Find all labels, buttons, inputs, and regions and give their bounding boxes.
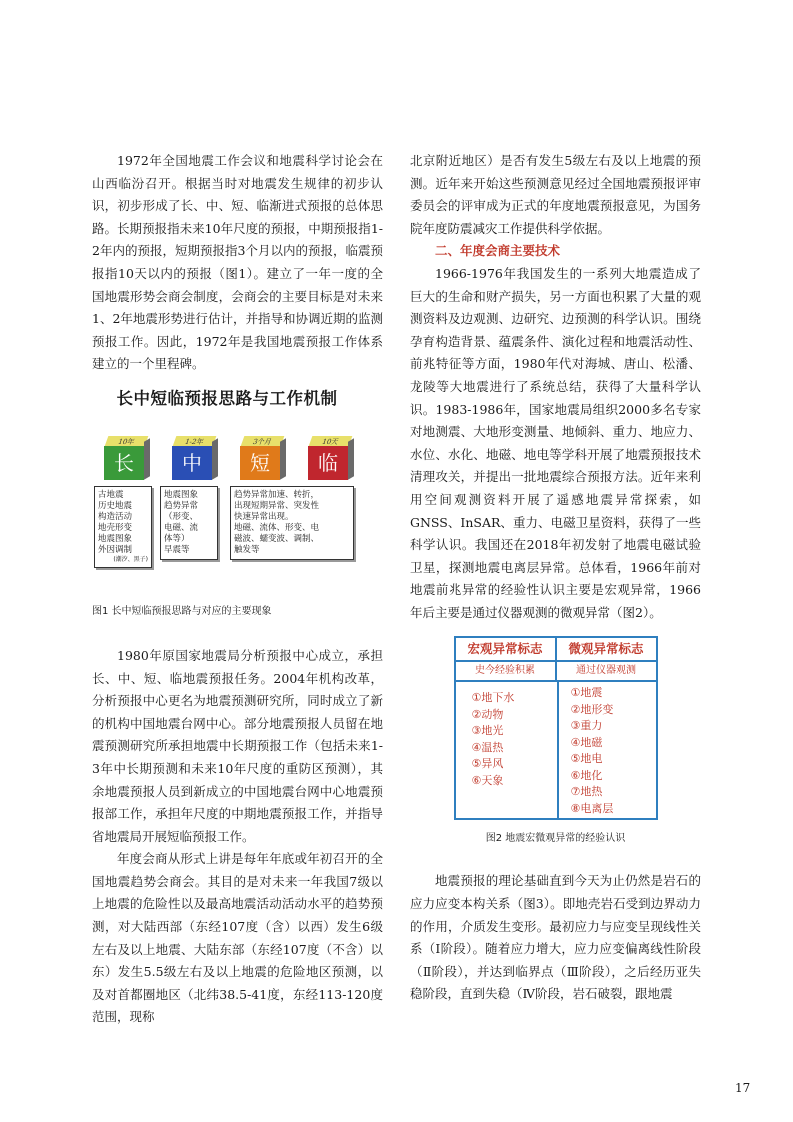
list-item: ⑤地电: [570, 752, 603, 766]
list-item: ⑥地化: [570, 768, 603, 782]
block-tag: 3个月: [240, 436, 284, 448]
left-column: [92, 150, 383, 1029]
figure-1-caption: 图1 长中短临预报思路与对应的主要现象: [92, 605, 272, 617]
box-note: (潮汐、黑子): [113, 555, 148, 563]
box-medium-term: 地震图象 趋势异常 （形变、 电磁、流 体等） 早震等: [160, 486, 218, 560]
figure-1: [92, 386, 358, 591]
paragraph: 1966-1976年我国发生的一系列大地震造成了巨大的生命和财产损失，另一方面也积累了大量的观测资料及边观测、边研究、边预测的科学认识。围绕孕育构造背景、蕴震条件、演化过程和地震活动性、前兆特征等方面，1980年代对海城、唐山、松潘、龙陵等大地震进行了系统总结，获得了大量科学认识。1983-1986年，国家地震局组织2000多名专家对地测震、大地形变测量、地倾斜、重力、地应力、水位、水化、地磁、地电等学科开展了地震预报技术清理攻关，并提出一批地震综合预报方法。近年来利用空间观测资料开展了遥感地震异常探索，如GNSS、InSAR、重力、电磁卫星资料，获得了一些科学认识。我国还在2018年初发射了地震电磁试验卫星，探测地震电离层异常。总体看，1966年前对地震前兆异常的经验性认识主要是宏观异常，1966年后主要是通过仪器观测的微观异常（图2）。: [410, 265, 701, 620]
block-tag: 10天: [308, 436, 352, 448]
phenomena-boxes: [94, 486, 356, 572]
subheader-macro: 史今经验积累: [475, 665, 535, 677]
list-item: ⑤异风: [471, 757, 504, 771]
subheader-micro: 通过仪器观测: [555, 662, 656, 680]
block-tag: 1-2年: [172, 436, 216, 448]
block-medium: [172, 436, 216, 480]
list-item: ③地光: [471, 724, 504, 738]
list-item: ④地磁: [570, 735, 603, 749]
header-micro: 微观异常标志: [555, 638, 656, 660]
table-body: [456, 682, 656, 818]
list-item: ⑥天象: [471, 773, 504, 787]
block-char: 短: [240, 446, 280, 480]
list-item: ⑧电离层: [570, 801, 614, 815]
figure-2-table: [454, 636, 658, 820]
block-char: 临: [308, 446, 348, 480]
section-heading: 二、年度会商主要技术: [435, 243, 561, 259]
micro-list: [557, 682, 656, 818]
page-number: 17: [735, 1081, 751, 1095]
right-column: [410, 150, 701, 1006]
list-item: ①地下水: [471, 691, 515, 705]
box-short-imminent: 趋势异常加速、转折， 出现短期异常、突发性 快速异常出现。 地磁、流体、形变、电 磁波、蠕变波、调制、 触发等: [230, 486, 354, 560]
block-long: [104, 436, 148, 480]
paragraph: 年度会商从形式上讲是每年年底或年初召开的全国地震趋势会商会。其目的是对未来一年我国7级以上地震的危险性以及最高地震活动活动水平的趋势预测，对大陆西部（东经107度（含）以西）发生6级左右及以上地震、大陆东部（东经107度（不含）以东）发生5.5级左右及以上地震的危险地区预测，以及对首都圈地区（北纬38.5-41度，东经113-120度范围，现称: [92, 851, 383, 1025]
box-long-term: 古地震 历史地震 构造活动 地壳形变 地震图象 外因调制 (潮汐、黑子): [94, 486, 152, 568]
list-item: ②地形变: [570, 702, 614, 716]
block-short: [240, 436, 284, 480]
block-char: 中: [172, 446, 212, 480]
block-char: 长: [104, 446, 144, 480]
table-header: [456, 638, 656, 660]
block-tag: 10年: [104, 436, 148, 448]
paragraph: 地震预报的理论基础直到今天为止仍然是岩石的应力应变本构关系（图3）。即地壳岩石受到边界动力的作用，介质发生变形。最初应力与应变呈现线性关系（Ⅰ阶段）。随着应力增大，应力应变偏离线性阶段（Ⅱ阶段），并达到临界点（Ⅲ阶段），之后经历亚失稳阶段，直到失稳（Ⅳ阶段，岩石破裂，跟地震: [410, 873, 701, 1002]
list-item: ④温热: [471, 740, 504, 754]
paragraph: 北京附近地区）是否有发生5级左右及以上地震的预测。近年来开始这些预测意见经过全国地震预报评审委员会的评审成为正式的年度地震预报意见，为国务院年度防震减灾工作提供科学依据。: [410, 153, 701, 236]
figure-1-title: 长中短临预报思路与工作机制: [116, 388, 338, 408]
block-imminent: [308, 436, 352, 480]
paragraph: 1980年原国家地震局分析预报中心成立，承担长、中、短、临地震预报任务。2004年机构改革，分析预报中心更名为地震预测研究所，同时成立了新的机构中国地震台网中心。部分地震预报人员留在地震预测研究所承担地震中长期预报工作（包括未来1-3年中长期预测和未来10年尺度的重防区预测），其余地震预报人员到新成立的中国地震台网中心地震预报部工作，承担年尺度的中期地震预报工作，并指导省地震局开展短临预报工作。: [92, 647, 383, 844]
list-item: ③重力: [570, 719, 603, 733]
header-macro: 宏观异常标志: [467, 641, 543, 657]
timescale-blocks: [100, 430, 360, 482]
table-subheader: [456, 660, 656, 682]
macro-list: [456, 682, 557, 818]
list-item: ②动物: [471, 707, 504, 721]
list-item: ⑦地热: [570, 785, 603, 799]
figure-2-caption: 图2 地震宏微观异常的经验认识: [485, 833, 626, 845]
paragraph: 1972年全国地震工作会议和地震科学讨论会在山西临汾召开。根据当时对地震发生规律的初步认识，初步形成了长、中、短、临渐进式预报的总体思路。长期预报指未来10年尺度的预报，中期预报指1-2年内的预报，短期预报指3个月以内的预报，临震预报指10天以内的预报（图1）。建立了一年一度的全国地震形势会商会制度，会商会的主要目标是对未来1、2年地震形势进行估计，并指导和协调近期的监测预报工作。因此，1972年是我国地震预报工作体系建立的一个里程碑。: [92, 153, 383, 372]
list-item: ①地震: [570, 686, 603, 700]
